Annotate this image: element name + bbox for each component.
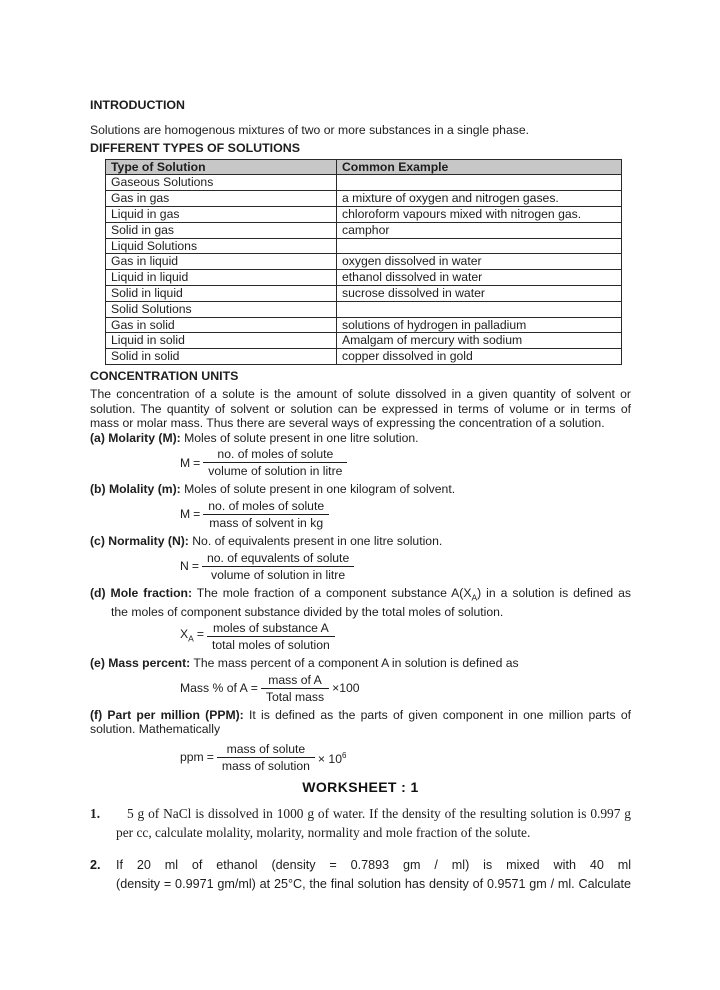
cell-type: Gaseous Solutions	[106, 175, 337, 191]
concentration-heading: CONCENTRATION UNITS	[90, 368, 239, 383]
concentration-intro-line: solution. The quantity of solvent or solution can be expressed in terms of volume or in terms of	[90, 401, 631, 416]
solutions-table	[105, 159, 622, 365]
formula-lhs: M =	[180, 507, 201, 522]
unit-text: Moles of solute present in one litre solution.	[184, 430, 419, 445]
table-row	[106, 175, 622, 191]
cell-type: Solid in liquid	[106, 285, 337, 301]
cell-example: solutions of hydrogen in palladium	[337, 317, 622, 333]
unit-text: Moles of solute present in one kilogram of solvent.	[184, 482, 456, 497]
concentration-intro-line: The concentration of a solute is the amount of solute dissolved in a given quantity of solvent or	[90, 386, 631, 401]
fraction	[202, 551, 354, 582]
normality-formula	[180, 551, 631, 582]
fraction-denominator: mass of solvent in kg	[209, 515, 324, 530]
cell-type: Solid in solid	[106, 349, 337, 365]
formula-lhs: $X_A$ =	[180, 627, 204, 644]
mole-fraction-formula	[180, 621, 631, 652]
unit-text-line: solution. Mathematically	[90, 722, 221, 737]
cell-example: ethanol dissolved in water	[337, 270, 622, 286]
unit-normality	[90, 534, 631, 549]
problem-2	[90, 856, 631, 894]
cell-type: Liquid in liquid	[106, 270, 337, 286]
table-row	[106, 333, 622, 349]
table-row	[106, 301, 622, 317]
table-row	[106, 191, 622, 207]
problem-line: (density = 0.9971 gm/ml) at 25°C, the final solution has density of 0.9571 gm / ml. Calculate	[116, 876, 631, 891]
cell-type: Gas in solid	[106, 317, 337, 333]
cell-type: Solid in gas	[106, 222, 337, 238]
table-row	[106, 270, 622, 286]
table-row	[106, 317, 622, 333]
problem-line: If 20 ml of ethanol (density = 0.7893 gm / ml) is mixed with 40 ml	[116, 857, 631, 872]
unit-label: (d) Mole fraction:	[90, 585, 193, 600]
table-row	[106, 238, 622, 254]
fraction	[207, 621, 335, 652]
fraction-numerator: no. of moles of solute	[203, 499, 329, 515]
table-row	[106, 206, 622, 222]
column-header-example: Common Example	[337, 159, 622, 175]
table-row	[106, 254, 622, 270]
fraction	[261, 673, 329, 704]
unit-label: (b) Molality (m):	[90, 482, 181, 497]
worksheet-heading: WORKSHEET : 1	[302, 778, 419, 795]
problem-line: per cc, calculate molality, molarity, normality and mole fraction of the solute.	[116, 825, 531, 841]
unit-mole-fraction	[90, 586, 631, 620]
formula-suffix: × $10^6$	[317, 750, 347, 766]
unit-mass-percent	[90, 656, 631, 671]
table-row	[106, 349, 622, 365]
page-content	[90, 98, 631, 894]
problem-line: 5 g of NaCl is dissolved in 1000 g of water. If the density of the resulting solution is 0.997 g	[127, 805, 631, 821]
cell-type: Liquid Solutions	[106, 238, 337, 254]
formula-lhs: ppm =	[180, 750, 214, 765]
formula-lhs: Mass % of A =	[180, 681, 258, 696]
cell-type: Liquid in gas	[106, 206, 337, 222]
cell-example: sucrose dissolved in water	[337, 285, 622, 301]
unit-label: (f) Part per million (PPM):	[90, 707, 244, 722]
concentration-intro-line: mass or molar mass. Thus there are several ways of expressing the concentration of a solution.	[90, 416, 605, 431]
cell-type: Solid Solutions	[106, 301, 337, 317]
unit-text: The mass percent of a component A in solution is defined as	[193, 656, 519, 671]
unit-label: (c) Normality (N):	[90, 533, 189, 548]
cell-example: chloroform vapours mixed with nitrogen gas.	[337, 206, 622, 222]
cell-example: oxygen dissolved in water	[337, 254, 622, 270]
cell-example	[337, 175, 622, 191]
formula-lhs: M =	[180, 455, 201, 470]
unit-label: (e) Mass percent:	[90, 656, 191, 671]
unit-text-line: the moles of component substance divided by the total moles of solution.	[111, 604, 504, 619]
cell-example: camphor	[337, 222, 622, 238]
table-row	[106, 222, 622, 238]
unit-text: No. of equivalents present in one litre solution.	[192, 533, 443, 548]
fraction	[203, 447, 347, 478]
superscript: 6	[341, 750, 347, 760]
fraction-numerator: no. of equvalents of solute	[202, 551, 354, 567]
cell-example: a mixture of oxygen and nitrogen gases.	[337, 191, 622, 207]
mass-percent-formula	[180, 673, 631, 704]
molality-formula	[180, 499, 631, 530]
intro-text: Solutions are homogenous mixtures of two or more substances in a single phase.	[90, 123, 529, 137]
fraction-denominator: Total mass	[265, 689, 325, 704]
concentration-intro	[90, 387, 631, 431]
unit-label: (a) Molarity (M):	[90, 430, 181, 445]
formula-lhs: N =	[180, 559, 199, 574]
ppm-formula	[180, 742, 631, 773]
molarity-formula	[180, 447, 631, 478]
fraction-denominator: volume of solution in litre	[211, 567, 346, 582]
cell-example: copper dissolved in gold	[337, 349, 622, 365]
fraction	[203, 499, 329, 530]
cell-example	[337, 238, 622, 254]
fraction-numerator: moles of substance A	[207, 621, 335, 637]
unit-molarity	[90, 431, 631, 446]
problem-text	[116, 804, 631, 843]
problem-number: 2.	[90, 857, 101, 872]
intro-heading: INTRODUCTION	[90, 98, 185, 112]
unit-ppm	[90, 708, 631, 737]
column-header-type: Type of Solution	[106, 159, 337, 175]
formula-suffix: ×100	[332, 681, 360, 696]
table-row	[106, 285, 622, 301]
fraction-numerator: no. of moles of solute	[203, 447, 347, 463]
problem-number: 1.	[90, 805, 101, 821]
cell-type: Gas in liquid	[106, 254, 337, 270]
unit-molality	[90, 482, 631, 497]
problem-1	[90, 804, 631, 843]
cell-example: Amalgam of mercury with sodium	[337, 333, 622, 349]
types-heading: DIFFERENT TYPES OF SOLUTIONS	[90, 140, 300, 155]
fraction	[217, 742, 315, 773]
fraction-denominator: volume of solution in litre	[208, 464, 343, 479]
subscript: A	[471, 591, 478, 602]
fraction-numerator: mass of solute	[217, 742, 315, 758]
unit-text-line: (d) Mole fraction: The mole fraction of a component substance $A(X_A)$ in a solution is defined as	[90, 585, 631, 602]
fraction-denominator: total moles of solution	[211, 638, 330, 653]
fraction-numerator: mass of A	[261, 673, 329, 689]
problem-text	[116, 856, 631, 894]
cell-type: Gas in gas	[106, 191, 337, 207]
fraction-denominator: mass of solution	[221, 758, 310, 773]
unit-text-line: (f) Part per million (PPM): It is defined as the parts of given component in one million parts of	[90, 707, 632, 722]
cell-type: Liquid in solid	[106, 333, 337, 349]
table-header-row	[106, 159, 622, 175]
cell-example	[337, 301, 622, 317]
